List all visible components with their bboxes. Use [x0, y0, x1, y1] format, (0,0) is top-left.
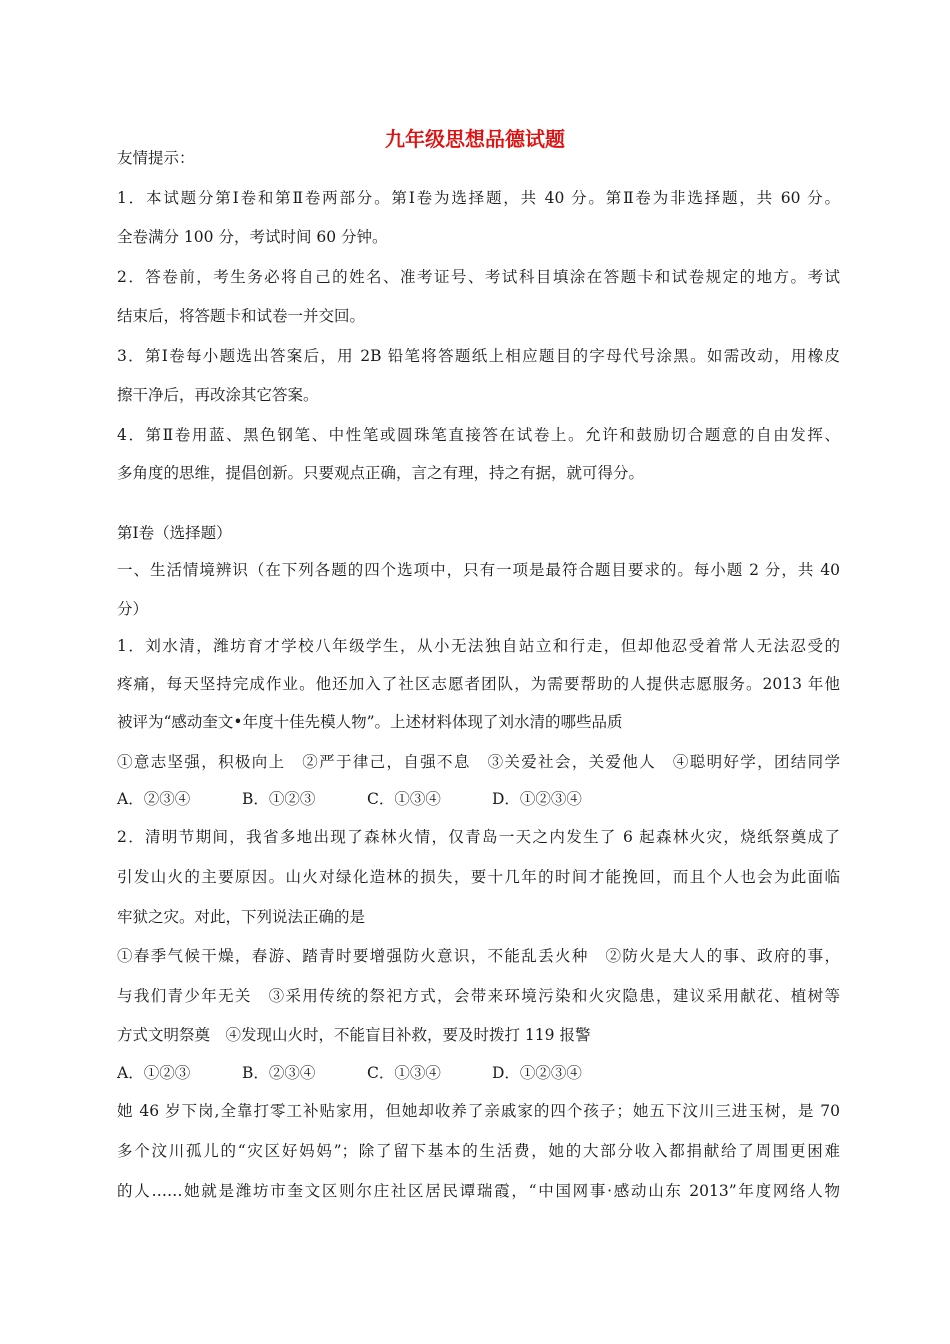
question-1-line: 1．刘水清，潍坊育才学校八年级学生，从小无法独自站立和行走，但却他忍受着常人无法忍受的: [117, 637, 840, 655]
option-c: C．①③④: [367, 790, 441, 808]
notice-line: 1．本试题分第Ⅰ卷和第Ⅱ卷两部分。第Ⅰ卷为选择题，共 40 分。第Ⅱ卷为非选择题，共 60 分。: [117, 189, 840, 207]
page-title: 九年级思想品德试题: [385, 127, 565, 151]
question-1-line: 被评为“感动奎文•年度十佳先模人物”。上述材料体现了刘水清的哪些品质: [117, 713, 623, 731]
notice-line: 2．答卷前，考生务必将自己的姓名、准考证号、考试科目填涂在答题卡和试卷规定的地方。考试: [117, 268, 840, 286]
question-3-line: 的人……她就是潍坊市奎文区则尔庄社区居民谭瑞霞，“中国网事·感动山东 2013”年度网络人物: [117, 1182, 840, 1200]
option-a: A．①②③: [117, 1064, 191, 1082]
notice-line: 3．第Ⅰ卷每小题选出答案后，用 2B 铅笔将答题纸上相应题目的字母代号涂黑。如需改动，用橡皮: [117, 347, 840, 365]
option-b: B．②③④: [242, 1064, 316, 1082]
option-c: C．①③④: [367, 1064, 441, 1082]
notice-line: 全卷满分 100 分，考试时间 60 分钟。: [117, 228, 388, 246]
question-2-statements: ①春季气候干燥，春游、踏青时要增强防火意识，不能乱丢火种 ②防火是大人的事、政府的事，: [117, 947, 840, 965]
option-b: B．①②③: [242, 790, 316, 808]
question-2-line: 牢狱之灾。对此，下列说法正确的是: [117, 908, 366, 926]
section-instruction: 一、生活情境辨识（在下列各题的四个选项中，只有一项是最符合题目要求的。每小题 2 分，共 40: [117, 561, 840, 579]
option-d: D．①②③④: [492, 790, 582, 808]
question-1-statements: ①意志坚强，积极向上 ②严于律己，自强不息 ③关爱社会，关爱他人 ④聪明好学，团结同学: [117, 753, 840, 771]
option-a: A．②③④: [117, 790, 191, 808]
question-3-line: 多个汶川孤儿的“灾区好妈妈”；除了留下基本的生活费，她的大部分收入都捐献给了周围更困难: [117, 1142, 840, 1160]
question-1-line: 疼痛，每天坚持完成作业。他还加入了社区志愿者团队，为需要帮助的人提供志愿服务。2013 年他: [117, 675, 840, 693]
notice-line: 多角度的思维，提倡创新。只要观点正确，言之有理，持之有据，就可得分。: [117, 464, 645, 482]
question-2-line: 引发山火的主要原因。山火对绿化造林的损失，要十几年的时间才能挽回，而且个人也会为此面临: [117, 868, 840, 886]
section-title: 第Ⅰ卷（选择题）: [117, 524, 232, 542]
question-2-statements: 方式文明祭奠 ④发现山火时，不能盲目补救，要及时拨打 119 报警: [117, 1026, 591, 1044]
notice-heading: 友情提示：: [117, 149, 195, 167]
option-d: D．①②③④: [492, 1064, 582, 1082]
question-2-line: 2．清明节期间，我省多地出现了森林火情，仅青岛一天之内发生了 6 起森林火灾，烧纸祭奠成了: [117, 828, 840, 846]
section-instruction: 分）: [117, 600, 149, 618]
notice-line: 4．第Ⅱ卷用蓝、黑色钢笔、中性笔或圆珠笔直接答在试卷上。允许和鼓励切合题意的自由发挥、: [117, 426, 840, 444]
notice-line: 结束后，将答题卡和试卷一并交回。: [117, 307, 366, 325]
question-2-statements: 与我们青少年无关 ③采用传统的祭祀方式，会带来环境污染和火灾隐患，建议采用献花、植树等: [117, 987, 840, 1005]
question-1-options: [117, 788, 840, 810]
question-2-options: [117, 1062, 840, 1084]
notice-line: 擦干净后，再改涂其它答案。: [117, 386, 319, 404]
question-3-line: 她 46 岁下岗,全靠打零工补贴家用，但她却收养了亲戚家的四个孩子；她五下汶川三进玉树，是 70: [117, 1102, 840, 1120]
